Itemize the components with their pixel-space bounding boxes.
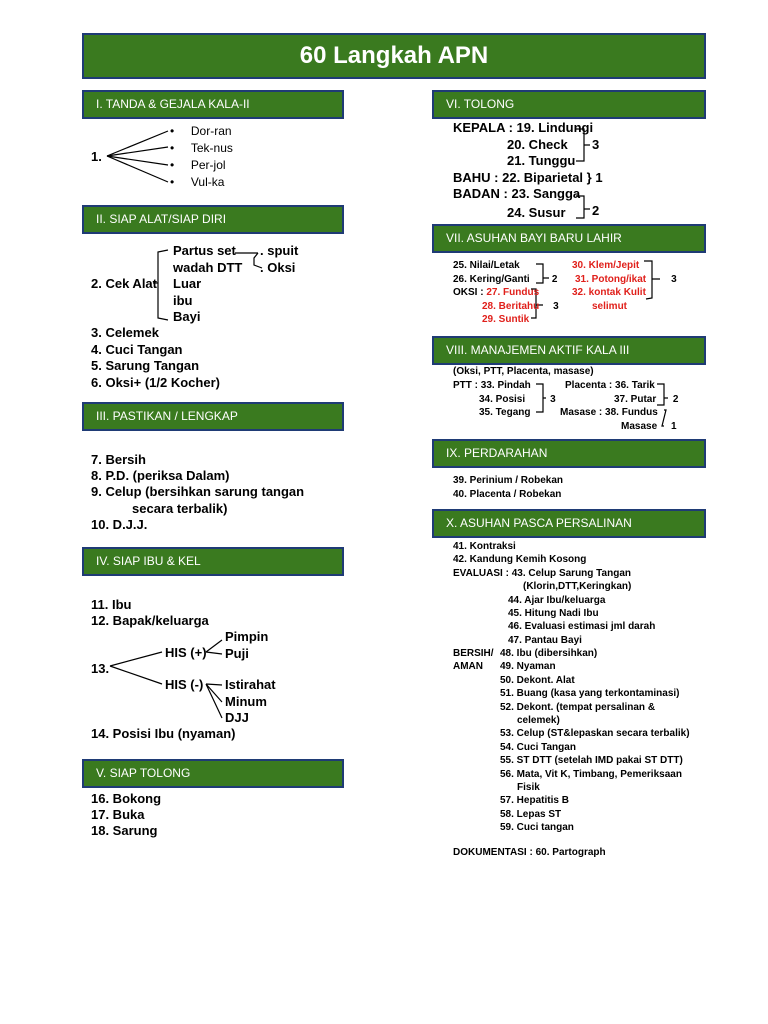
list-item: 39. Perinium / Robekan xyxy=(453,475,564,486)
list-item: OKSI : 27. Fundus xyxy=(453,287,540,298)
list-item: BAHU : 22. Biparietal } 1 xyxy=(453,169,603,185)
section-10-list-2 xyxy=(500,647,690,835)
list-item: Partus set xyxy=(173,243,236,258)
list-item: • Vul-ka xyxy=(170,175,225,189)
list-item: PTT : 33. Pindah xyxy=(453,380,531,391)
section-9-list xyxy=(453,474,563,501)
list-item: 9. Celup (bersihkan sarung tangan xyxy=(91,484,305,500)
list-item: 42. Kandung Kemih Kosong xyxy=(453,554,587,566)
list-item: 10. D.J.J. xyxy=(91,516,148,532)
list-item: 31. Potong/ikat 3 xyxy=(575,273,677,285)
list-item: 58. Lepas ST xyxy=(500,808,562,820)
list-item: 40. Placenta / Robekan xyxy=(453,488,562,500)
list-item: 52. Dekont. (tempat persalinan & xyxy=(500,701,656,713)
list-item: secara terbalik) xyxy=(132,500,228,516)
list-item: 45. Hitung Nadi Ibu xyxy=(508,608,599,620)
list-item: 47. Pantau Bayi xyxy=(508,634,582,646)
section-3-header: III. PASTIKAN / LENGKAP xyxy=(82,402,344,431)
list-item: Puji xyxy=(225,645,249,661)
group-count: 3 xyxy=(592,137,600,152)
list-item: 16. Bokong xyxy=(91,791,162,806)
list-item: 18. Sarung xyxy=(91,823,158,838)
list-item: Masase 1 xyxy=(621,420,677,432)
bersih-aman-label xyxy=(453,647,494,674)
list-item: 46. Evaluasi estimasi jml darah xyxy=(508,621,656,633)
list-item: 29. Suntik xyxy=(482,314,530,325)
list-item: Fisik xyxy=(517,782,540,794)
list-item: 11. Ibu xyxy=(91,597,132,612)
list-item: 59. Cuci tangan xyxy=(500,822,574,834)
list-item: 50. Dekont. Alat xyxy=(500,674,575,686)
list-item: 12. Bapak/keluarga xyxy=(91,613,209,629)
section-7-right-list xyxy=(572,259,677,313)
list-item: 49. Nyaman xyxy=(500,661,556,673)
section-6-list xyxy=(453,120,603,221)
list-item: 24. Susur xyxy=(507,204,566,220)
dokumentasi-item: DOKUMENTASI : 60. Partograph xyxy=(453,847,606,858)
aman-label: AMAN xyxy=(453,661,483,673)
list-item: 5. Sarung Tangan xyxy=(91,358,200,373)
list-item: • Dor-ran xyxy=(170,124,232,138)
section-1-list xyxy=(170,123,233,191)
list-item: 25. Nilai/Letak xyxy=(453,260,520,271)
list-item: KEPALA : 19. Lindungi xyxy=(453,120,594,135)
list-item: 37. Putar 2 xyxy=(614,393,679,405)
section-6-header: VI. TOLONG xyxy=(432,90,706,119)
his-negative-label: HIS (-) xyxy=(165,677,204,692)
his-positive-label: HIS (+) xyxy=(165,645,207,660)
section-1-number: 1. xyxy=(91,149,102,164)
section-5-list xyxy=(91,791,161,839)
section-9-header: IX. PERDARAHAN xyxy=(432,439,706,468)
list-item: 28. Beritahu 3 xyxy=(482,300,559,312)
section-10-list xyxy=(453,540,655,647)
group-count: 2 xyxy=(592,203,600,218)
section-3-list xyxy=(91,452,304,533)
list-item: 44. Ajar Ibu/keluarga xyxy=(508,594,606,606)
section-4-number: 13. xyxy=(91,661,110,676)
list-item: wadah DTT xyxy=(173,259,243,275)
partus-set-sublist xyxy=(260,243,298,276)
section-1-header: I. TANDA & GEJALA KALA-II xyxy=(82,90,344,119)
list-item: 8. P.D. (periksa Dalam) xyxy=(91,468,230,484)
list-item: BADAN : 23. Sangga xyxy=(453,186,581,201)
section-7-left-list xyxy=(453,259,559,327)
list-item: 53. Celup (ST&lepaskan secara terbalik) xyxy=(500,728,690,740)
list-item: 55. ST DTT (setelah IMD pakai ST DTT) xyxy=(500,755,683,767)
section-2-list xyxy=(91,325,220,391)
list-item: 21. Tunggu xyxy=(507,153,576,168)
section-8-intro: (Oksi, PTT, Placenta, masase) xyxy=(453,366,594,377)
list-item: 35. Tegang xyxy=(479,407,531,418)
list-item: Masase : 38. Fundus xyxy=(560,407,658,418)
list-item: 41. Kontraksi xyxy=(453,541,516,552)
list-item: 56. Mata, Vit K, Timbang, Pemeriksaan xyxy=(500,768,682,780)
list-item: Minum xyxy=(225,693,267,709)
list-item: Bayi xyxy=(173,309,201,324)
list-item: . spuit xyxy=(260,243,299,258)
list-item: 30. Klem/Jepit xyxy=(572,260,640,271)
list-item: 26. Kering/Ganti 2 xyxy=(453,273,558,285)
cek-alat-label: 2. Cek Alat xyxy=(91,276,157,291)
list-item: (Klorin,DTT,Keringkan) xyxy=(523,581,632,593)
list-item: 34. Posisi 3 xyxy=(479,393,556,405)
list-item: 20. Check xyxy=(507,136,568,152)
bersih-label: BERSIH/ xyxy=(453,648,494,659)
list-item: 54. Cuci Tangan xyxy=(500,741,576,753)
list-item: 17. Buka xyxy=(91,807,145,822)
list-item: 32. kontak Kulit xyxy=(572,287,646,298)
list-item: Istirahat xyxy=(225,677,276,692)
list-item: 6. Oksi+ (1/2 Kocher) xyxy=(91,374,220,390)
section-8-left-list xyxy=(453,379,556,420)
section-7-header: VII. ASUHAN BAYI BARU LAHIR xyxy=(432,224,706,253)
cek-alat-sublist xyxy=(173,243,242,326)
list-item: 51. Buang (kasa yang terkontaminasi) xyxy=(500,688,680,700)
list-item: selimut xyxy=(592,300,628,312)
his-negative-list xyxy=(225,677,276,727)
section-2-header: II. SIAP ALAT/SIAP DIRI xyxy=(82,205,344,234)
section-8-right-list xyxy=(560,379,679,433)
list-item: . Oksi xyxy=(260,259,296,275)
section-4-header: IV. SIAP IBU & KEL xyxy=(82,547,344,576)
list-item: • Per-jol xyxy=(170,158,226,172)
list-item: ibu xyxy=(173,292,193,308)
section-10-header: X. ASUHAN PASCA PERSALINAN xyxy=(432,509,706,538)
section-8-header: VIII. MANAJEMEN AKTIF KALA III xyxy=(432,336,706,365)
section-5-header: V. SIAP TOLONG xyxy=(82,759,344,788)
section-4-list xyxy=(91,597,209,629)
list-item: Luar xyxy=(173,276,202,291)
list-item: 7. Bersih xyxy=(91,452,146,467)
list-item: 3. Celemek xyxy=(91,325,159,340)
list-item: • Tek-nus xyxy=(170,141,233,155)
list-item: 48. Ibu (dibersihkan) xyxy=(500,648,598,659)
list-item: celemek) xyxy=(517,715,560,727)
list-item: Pimpin xyxy=(225,629,269,644)
page-title: 60 Langkah APN xyxy=(82,33,706,79)
list-item: 57. Hepatitis B xyxy=(500,795,569,807)
his-positive-list xyxy=(225,629,268,662)
list-item: DJJ xyxy=(225,710,249,725)
list-item: EVALUASI : 43. Celup Sarung Tangan xyxy=(453,567,631,579)
list-item: Placenta : 36. Tarik xyxy=(565,380,655,391)
list-item: 4. Cuci Tangan xyxy=(91,341,183,357)
posisi-ibu-item: 14. Posisi Ibu (nyaman) xyxy=(91,726,236,741)
